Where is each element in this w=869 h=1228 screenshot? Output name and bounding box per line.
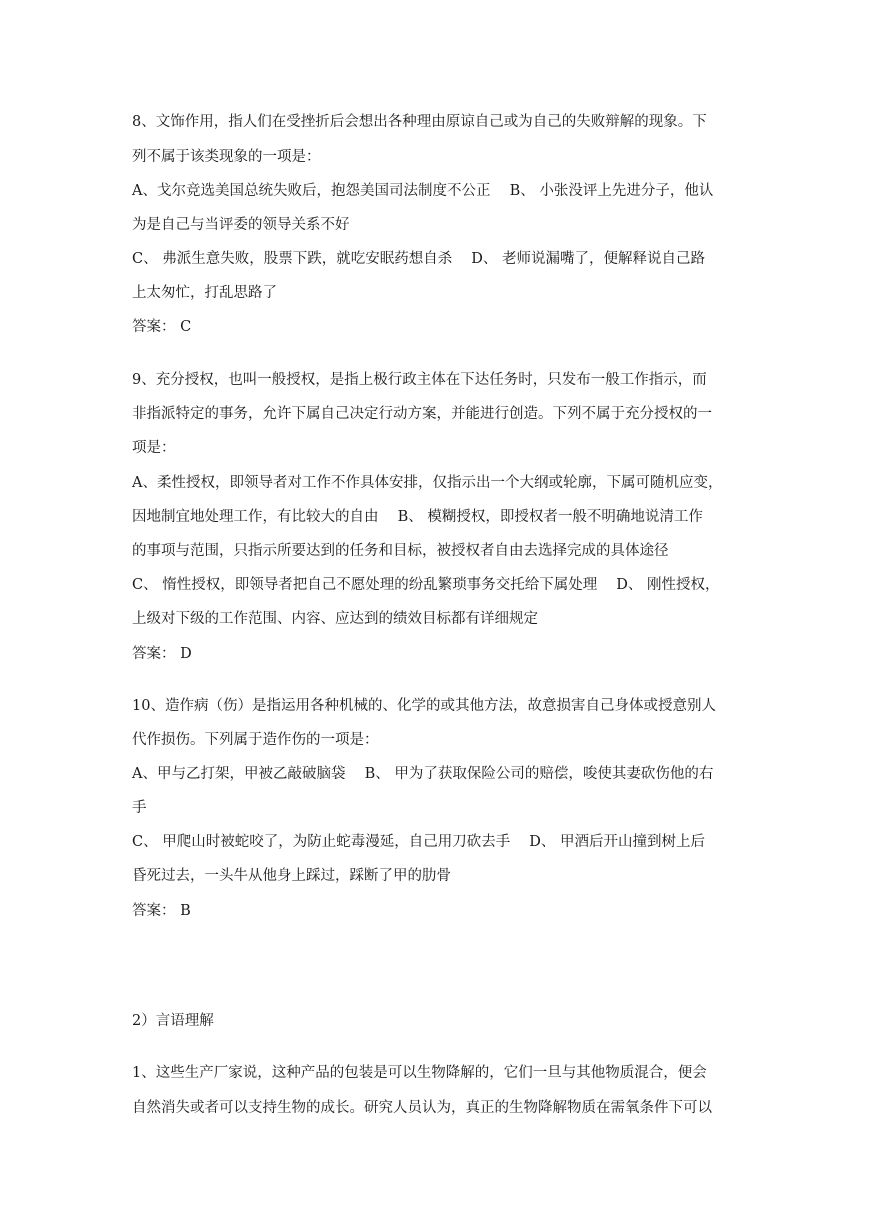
question-8-line-1: 8、文饰作用，指人们在受挫折后会想出各种理由原谅自己或为自己的失败辩解的现象。下 bbox=[132, 114, 707, 130]
question-9-line-6: 的事项与范围，只指示所要达到的任务和目标，被授权者自由去选择完成的具体途径 bbox=[132, 543, 669, 559]
question-9-line-7: C、 惰性授权，即领导者把自己不愿处理的纷乱繁琐事务交托给下属处理 D、 刚性授权， bbox=[132, 577, 720, 593]
section-question-1-line-2: 自然消失或者可以支持生物的成长。研究人员认为，真正的生物降解物质在需氧条件下可以 bbox=[132, 1100, 712, 1116]
question-8-line-5: C、 弗派生意失败，股票下跌，就吃安眠药想自杀 D、 老师说漏嘴了，便解释说自己路 bbox=[132, 251, 706, 267]
question-10-line-5: C、 甲爬山时被蛇咬了，为防止蛇毒漫延，自己用刀砍去手 D、 甲酒后开山撞到树上后 bbox=[132, 834, 706, 850]
question-10-line-3: A、甲与乙打架，甲被乙敲破脑袋 B、 甲为了获取保险公司的赔偿，唆使其妻砍伤他的右 bbox=[132, 766, 714, 782]
question-10-line-4: 手 bbox=[132, 800, 147, 816]
question-8-line-3: A、戈尔竞选美国总统失败后，抱怨美国司法制度不公正 B、 小张没评上先进分子，他认 bbox=[132, 183, 714, 199]
question-9-line-4: A、柔性授权，即领导者对工作不作具体安排，仅指示出一个大纲或轮廓，下属可随机应变， bbox=[132, 475, 723, 491]
question-8-line-6: 上太匆忙，打乱思路了 bbox=[132, 285, 277, 301]
question-8-line-4: 为是自己与当评委的领导关系不好 bbox=[132, 217, 350, 233]
section-heading: 2）言语理解 bbox=[132, 1013, 214, 1029]
question-9-line-2: 非指派特定的事务，允许下属自己决定行动方案，并能进行创造。下列不属于充分授权的一 bbox=[132, 406, 712, 422]
question-9-line-5: 因地制宜地处理工作，有比较大的自由 B、 模糊授权，即授权者一般不明确地说清工作 bbox=[132, 509, 703, 525]
question-10-line-1: 10、造作病（伤）是指运用各种机械的、化学的或其他方法，故意损害自己身体或授意别人 bbox=[132, 698, 716, 714]
question-10-line-6: 昏死过去，一头牛从他身上踩过，踩断了甲的肋骨 bbox=[132, 868, 451, 884]
question-9-line-1: 9、充分授权，也叫一般授权，是指上极行政主体在下达任务时，只发布一般工作指示，而 bbox=[132, 372, 707, 388]
question-10-line-2: 代作损伤。下列属于造作伤的一项是： bbox=[132, 732, 379, 748]
question-9-line-8: 上级对下级的工作范围、内容、应达到的绩效目标都有详细规定 bbox=[132, 611, 538, 627]
question-8-answer: 答案： C bbox=[132, 319, 192, 335]
question-9-line-3: 项是： bbox=[132, 440, 176, 456]
question-9-answer: 答案： D bbox=[132, 646, 192, 662]
question-10-answer: 答案： B bbox=[132, 903, 191, 919]
question-8-line-2: 列不属于该类现象的一项是： bbox=[132, 149, 321, 165]
section-question-1-line-1: 1、这些生产厂家说，这种产品的包装是可以生物降解的，它们一旦与其他物质混合，便会 bbox=[132, 1065, 707, 1081]
